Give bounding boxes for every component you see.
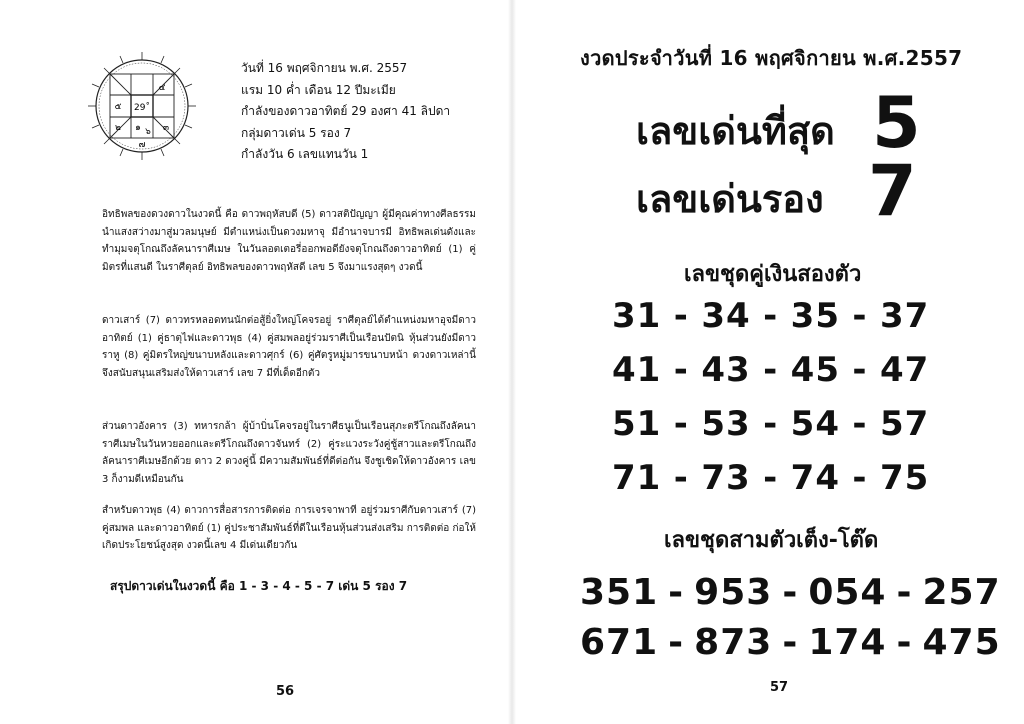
separator: - — [673, 296, 689, 336]
separator: - — [852, 404, 868, 444]
number-set: 257 — [922, 572, 1001, 613]
two-digit-row — [612, 296, 929, 336]
separator: - — [763, 296, 779, 336]
two-digit-heading: เลขชุดคู่เงินสองตัว — [684, 262, 862, 287]
number-set: 54 — [790, 404, 840, 444]
number-set: 174 — [808, 622, 887, 663]
main-number-label: เลขเด่นที่สุด — [636, 109, 835, 153]
paragraph-text: ส่วนดาวอังคาร (3) ทหารกล้า ผู้บ้าบิ่นโคจรอยู่ในราศีธนูเป็นเรือนสุภะตรีโกณถึงลัคนาราศีเมษในวันหวยออกและตรีโกณถึงดาวจันทร์ (2) คู่ระแวงระวังคู่ชู้สาวและตรีโกณถึงลัคนาราศีเมษอีกด้วย ดาว 2 ดวงคู่นี้ มีความสัมพันธ์ที่ดีต่อกัน จึงชูเชิดให้ดาวอังคาร เลข 3 ก็งามดีเหมือนกัน — [102, 421, 476, 485]
main-number: 5 — [872, 82, 921, 164]
page-number: 56 — [276, 684, 295, 699]
number-set: 873 — [694, 622, 773, 663]
number-set: 054 — [808, 572, 887, 613]
paragraph — [66, 418, 476, 488]
separator: - — [673, 458, 689, 498]
paragraph-text: อิทธิพลของดวงดาวในงวดนี้ คือ ดาวพฤหัสบดี (5) ดาวสติปัญญา ผู้มีคุณค่าทางศีลธรรม นำแสงสว่างมาสู่มวลมนุษย์ มีตำแหน่งเป็นดวงมหาจุ มีอำนาจบารมี อิทธิพลเด่นดังและทำมุมจตุโกณถึงลัคนาราศีเมษ ในวันลอตเตอรี่ออกพอดียังจตุโกณถึงดาวอาทิตย์ (1) คู่มิตรที่แสนดี ในราศีตุลย์ อิทธิพลของดาวพฤหัสดี เลข 5 จึงมาแรงสุดๆ งวดนี้ — [102, 209, 476, 273]
paragraph — [66, 206, 476, 276]
draw-date-title: งวดประจำวันที่ 16 พฤศจิกายน พ.ศ.2557 — [580, 46, 963, 70]
separator: - — [763, 350, 779, 390]
number-set: 73 — [701, 458, 751, 498]
horoscope-cell: ๕ — [114, 102, 122, 112]
info-line: กำลังของดาวอาทิตย์ 29 องศา 41 ลิปดา — [241, 104, 451, 118]
separator: - — [668, 572, 685, 613]
horoscope-cell: ๓ — [162, 123, 170, 133]
secondary-number: 7 — [868, 150, 917, 232]
horoscope-chart — [86, 50, 198, 162]
separator: - — [782, 622, 799, 663]
paragraph-text: สำหรับดาวพุธ (4) ดาวการสื่อสารการติดต่อ การเจรจาพาที อยู่ร่วมราศีกับดาวเสาร์ (7) คู่สมพล และดาวอาทิตย์ (1) คู่ประชาสัมพันธ์ที่ดีในเรือนหุ้นส่วนส่งเสริม การติดต่อ ก่อให้เกิดประโยชน์สูงสุด งวดนี้เลข 4 มีเด่นเดียวกัน — [102, 505, 476, 552]
number-set: 37 — [879, 296, 930, 336]
number-set: 75 — [879, 458, 930, 498]
horoscope-cell: ๖ — [145, 127, 151, 137]
number-set: 351 — [580, 572, 659, 613]
two-digit-row — [612, 404, 929, 444]
number-set: 47 — [879, 350, 930, 390]
number-set: 43 — [701, 350, 751, 390]
number-set: 71 — [612, 458, 662, 498]
separator: - — [852, 458, 868, 498]
three-digit-row — [580, 622, 1001, 663]
separator: - — [896, 622, 913, 663]
separator: - — [763, 404, 779, 444]
separator: - — [852, 296, 868, 336]
separator: - — [763, 458, 779, 498]
separator: - — [673, 404, 689, 444]
paragraph-text: ดาวเสาร์ (7) ดาวทรหลอดทนนักต่อสู้ยิ่งใหญ่โคจรอยู่ ราศีตุลย์ได้ตำแหน่งมหาอุจมีดาวอาทิตย์ (1) คู่ธาตุไฟและดาวพุธ (4) คู่สมพลอยู่ร่วมราศีเป็นเรือนปัตนิ หุ้นส่วนยังมีดาวราหู (8) คู่มิตรใหญ่ขนาบหลังและดาวศุกร์ (6) คู่ศัตรูหมู่มารขนาบหน้า ดวงดาวเหล่านี้ จึงสนับสนุนเสริมส่งให้ดาวเสาร์ เลข 7 มีที่เด็ดอีกตัว — [102, 315, 476, 379]
two-digit-row — [612, 350, 929, 390]
separator: - — [852, 350, 868, 390]
horoscope-cell: ๒ — [115, 123, 121, 133]
horoscope-cell: ๔ — [158, 83, 166, 93]
horoscope-cell: ๑ — [135, 123, 141, 133]
paragraph — [66, 502, 476, 555]
three-digit-row — [580, 572, 1001, 613]
number-set: 74 — [790, 458, 840, 498]
horoscope-center-label: 29˚ — [134, 103, 150, 113]
secondary-number-label: เลขเด่นรอง — [636, 177, 824, 221]
date-info — [241, 58, 450, 166]
info-line: แรม 10 ค่ำ เดือน 12 ปีมะเมีย — [241, 82, 396, 97]
three-digit-heading: เลขชุดสามตัวเต็ง-โต๊ด — [664, 528, 879, 553]
number-set: 31 — [612, 296, 662, 336]
two-digit-row — [612, 458, 929, 498]
info-line: กำลังวัน 6 เลขแทนวัน 1 — [241, 147, 369, 161]
summary: สรุปดาวเด่นในงวดนี้ คือ 1 - 3 - 4 - 5 - 7 เด่น 5 รอง 7 — [110, 579, 408, 593]
separator: - — [896, 572, 913, 613]
number-set: 34 — [701, 296, 751, 336]
number-set: 45 — [790, 350, 840, 390]
separator: - — [782, 572, 799, 613]
book-gutter — [508, 0, 516, 724]
number-set: 51 — [612, 404, 662, 444]
paragraph — [66, 312, 476, 382]
number-set: 53 — [701, 404, 751, 444]
number-set: 57 — [879, 404, 930, 444]
number-set: 475 — [922, 622, 1001, 663]
info-line: วันที่ 16 พฤศจิกายน พ.ศ. 2557 — [241, 61, 408, 75]
info-line: กลุ่มดาวเด่น 5 รอง 7 — [241, 125, 352, 140]
number-set: 671 — [580, 622, 659, 663]
horoscope-cell: ๗ — [138, 140, 146, 150]
page-number: 57 — [770, 680, 789, 695]
separator: - — [668, 622, 685, 663]
number-set: 35 — [790, 296, 840, 336]
number-set: 953 — [694, 572, 773, 613]
separator: - — [673, 350, 689, 390]
number-set: 41 — [612, 350, 662, 390]
